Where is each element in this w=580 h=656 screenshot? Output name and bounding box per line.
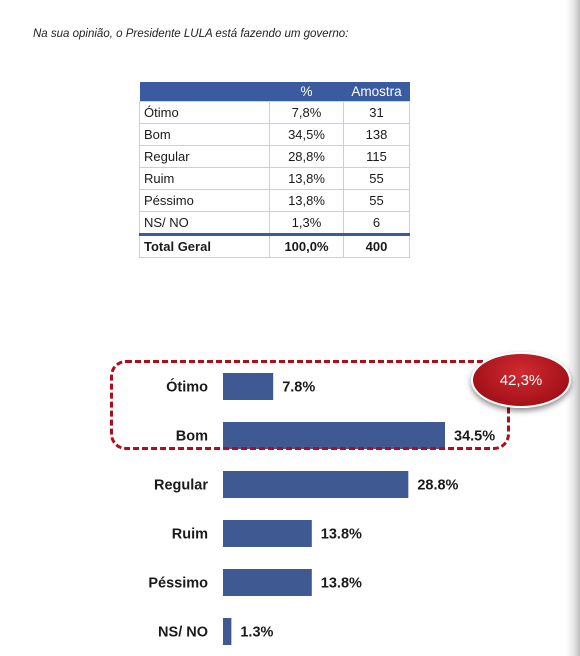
- table-row: [140, 146, 410, 168]
- row-percent: 13,8%: [270, 168, 344, 190]
- total-label: Total Geral: [140, 235, 270, 258]
- survey-question: Na sua opinião, o Presidente LULA está fazendo um governo:: [33, 28, 349, 40]
- category-label: Ótimo: [166, 379, 208, 396]
- row-label: Péssimo: [140, 190, 270, 212]
- row-label: Bom: [140, 124, 270, 146]
- table-row: [140, 168, 410, 190]
- category-label: NS/ NO: [158, 624, 208, 641]
- row-percent: 13,8%: [270, 190, 344, 212]
- table-total-row: [140, 235, 410, 258]
- bar: [223, 569, 312, 596]
- header-sample: Amostra: [344, 82, 410, 102]
- header-blank: [140, 82, 270, 102]
- table-row: [140, 190, 410, 212]
- bar: [223, 471, 408, 498]
- page-edge-shadow: [566, 0, 580, 656]
- row-sample: 55: [344, 190, 410, 212]
- row-percent: 7,8%: [270, 102, 344, 124]
- row-label: Ótimo: [140, 102, 270, 124]
- row-sample: 6: [344, 212, 410, 235]
- total-percent: 100,0%: [270, 235, 344, 258]
- results-table: [139, 82, 410, 258]
- row-sample: 31: [344, 102, 410, 124]
- row-sample: 138: [344, 124, 410, 146]
- category-label: Ruim: [171, 526, 208, 543]
- data-label: 13.8%: [320, 575, 362, 592]
- bar: [223, 618, 231, 645]
- data-label: 7.8%: [282, 379, 316, 396]
- table-row: [140, 102, 410, 124]
- table-header-row: [140, 82, 410, 102]
- row-sample: 115: [344, 146, 410, 168]
- total-sample: 400: [344, 235, 410, 258]
- row-label: NS/ NO: [140, 212, 270, 235]
- table-row: [140, 212, 410, 235]
- row-sample: 55: [344, 168, 410, 190]
- category-label: Péssimo: [148, 575, 208, 592]
- row-percent: 1,3%: [270, 212, 344, 235]
- row-label: Ruim: [140, 168, 270, 190]
- row-percent: 28,8%: [270, 146, 344, 168]
- header-percent: %: [270, 82, 344, 102]
- highlight-badge: 42,3%: [471, 352, 571, 408]
- row-percent: 34,5%: [270, 124, 344, 146]
- data-label: 28.8%: [417, 477, 459, 494]
- category-label: Bom: [175, 428, 208, 445]
- category-label: Regular: [154, 477, 208, 494]
- row-label: Regular: [140, 146, 270, 168]
- bar: [223, 520, 312, 547]
- data-label: 1.3%: [240, 624, 274, 641]
- data-label: 34.5%: [454, 428, 496, 445]
- data-label: 13.8%: [320, 526, 362, 543]
- table-row: [140, 124, 410, 146]
- highlight-dashed-box: [110, 360, 510, 450]
